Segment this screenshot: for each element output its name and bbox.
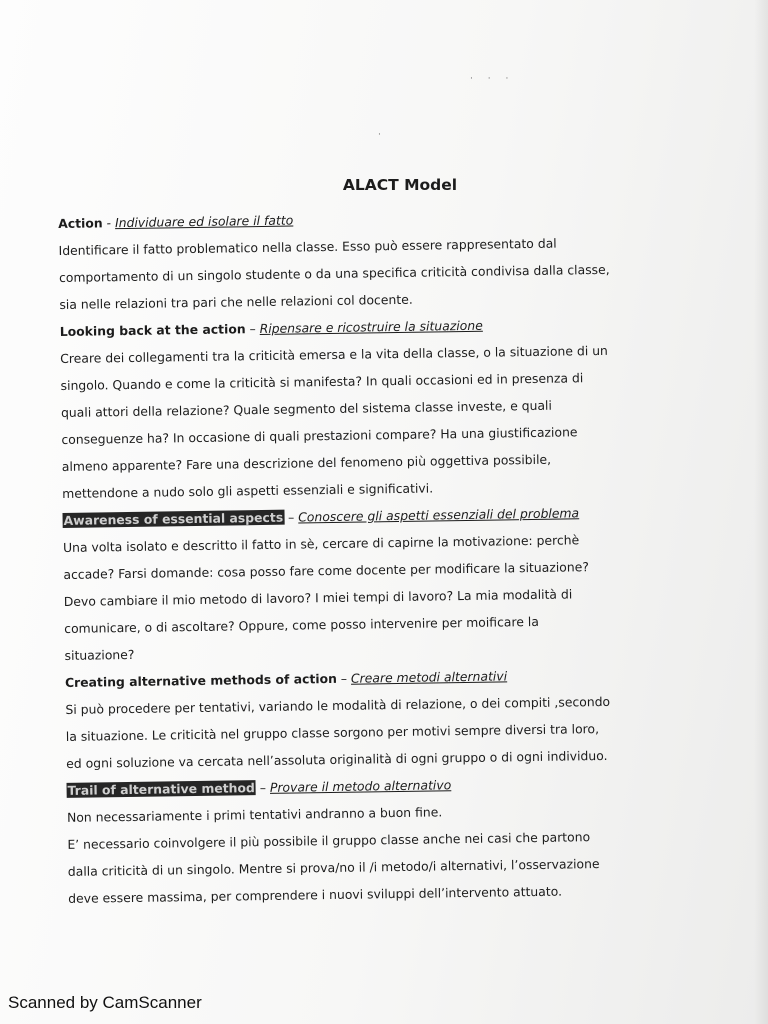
section-subtitle: Ripensare e ricostruire la situazione (259, 317, 483, 337)
document-body (58, 201, 648, 912)
scan-specks: · (378, 130, 387, 140)
scan-edge-shadow (754, 0, 768, 1024)
paragraph-line: la situazione. Le criticità nel gruppo classe sorgono per motivi sempre diversi tra loro, (65, 721, 600, 744)
section-heading: Creating alternative methods of action (64, 670, 337, 690)
heading-separator: – (284, 509, 299, 525)
heading-separator: – (336, 670, 352, 686)
paragraph-line: Creare dei collegamenti tra la criticità emersa e la vita della classe, o la situazione di un (60, 342, 608, 366)
paragraph-line: situazione? (64, 646, 135, 663)
heading-separator: – (255, 779, 271, 796)
section-heading: Action (58, 215, 103, 231)
paragraph-line: singolo. Quando e come la criticità si manifesta? In quali occasioni ed in presenza di (60, 370, 584, 393)
paragraph-line: Una volta isolato e descritto il fatto in sè, cercare di capirne la motivazione: perchè (62, 532, 580, 555)
paragraph-line: mettendone a nudo solo gli aspetti essenziali e significativi. (62, 480, 434, 501)
scanner-watermark: Scanned by CamScanner (8, 993, 202, 1012)
scan-specks: · · · (470, 74, 515, 84)
paragraph-line: Non necessariamente i primi tentativi andranno a buon fine. (66, 804, 443, 825)
paragraph-line: Devo cambiare il mio metodo di lavoro? I miei tempi di lavoro? La mia modalità di (63, 586, 573, 609)
section-heading: Trail of alternative method (67, 780, 255, 798)
paragraph-line: dalla criticità di un singolo. Mentre si prova/no il /i metodo/i alternativi, l’osservazione (67, 856, 600, 879)
section-subtitle: Individuare ed isolare il fatto (114, 212, 294, 231)
document-title: ALACT Model (342, 176, 458, 194)
paragraph-line: conseguenze ha? In occasione di quali prestazioni compare? Ha una giustificazione (61, 424, 578, 447)
paragraph-line: Si può procedere per tentativi, variando le modalità di relazione, o dei compiti ,secondo (65, 693, 611, 717)
section-subtitle: Conoscere gli aspetti essenziali del problema (298, 505, 580, 525)
section-heading: Looking back at the action (59, 321, 246, 339)
paragraph-line: ed ogni soluzione va cercata nell’assoluta originalità di ogni gruppo o di ogni individuo. (66, 747, 608, 771)
section-subtitle: Provare il metodo alternativo (269, 777, 452, 795)
paragraph-line: accade? Farsi domande: cosa posso fare come docente per modificare la situazione? (63, 559, 589, 582)
heading-separator: – (245, 321, 260, 337)
paragraph-line: comportamento di un singolo studente o da una specifica criticità condivisa dalla classe, (58, 261, 610, 285)
paragraph-line: deve essere massima, per comprendere i nuovi sviluppi dell’intervento attuato. (68, 883, 563, 906)
paragraph-line: sia nelle relazioni tra pari che nelle relazioni col docente. (59, 291, 413, 312)
paragraph-line: E’ necessario coinvolgere il più possibile il gruppo classe anche nei casi che partono (67, 829, 591, 852)
section-subtitle: Creare metodi alternativi (350, 668, 508, 686)
paragraph-line: almeno apparente? Fare una descrizione del fenomeno più oggettiva possibile, (61, 451, 552, 474)
paragraph-line: Identificare il fatto problematico nella classe. Esso può essere rappresentato dal (58, 235, 557, 258)
heading-separator: - (102, 215, 116, 231)
paragraph-line: comunicare, o di ascoltare? Oppure, come posso intervenire per moificare la (64, 613, 539, 636)
paragraph-line: quali attori della relazione? Quale segmento del sistema classe investe, e quali (60, 397, 552, 420)
section-heading: Awareness of essential aspects (63, 509, 284, 528)
